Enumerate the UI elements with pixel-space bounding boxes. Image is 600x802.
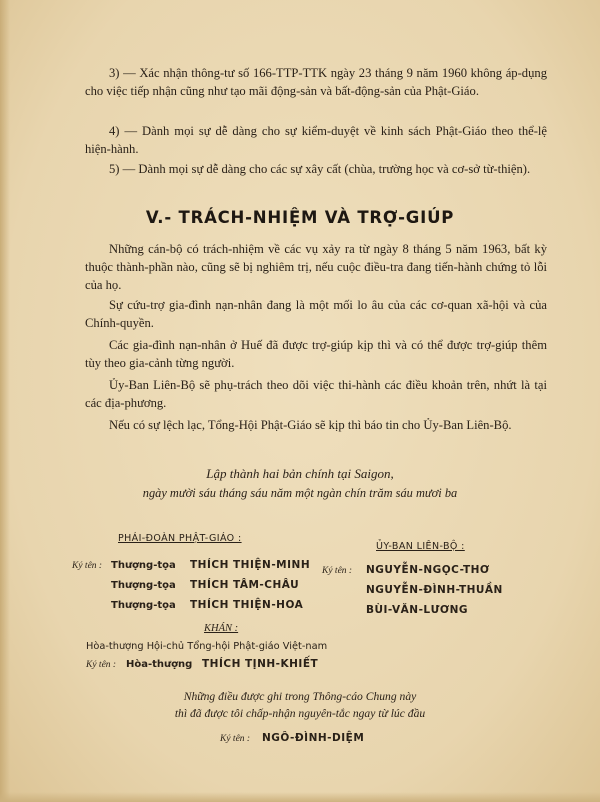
- rank-label: Hòa-thượng: [126, 659, 193, 670]
- signed-label: Ký tên :: [72, 561, 103, 571]
- patriarch-name: THÍCH TỊNH-KHIẾT: [202, 658, 319, 670]
- signed-label: Ký tên :: [220, 734, 251, 744]
- khan-title: Hòa-thượng Hội-chủ Tổng-hội Phật-giáo Việt-nam: [86, 641, 328, 652]
- item-5: 5) — Dành mọi sự dễ dàng cho các sự xây cất (chùa, trường học và cơ-sở từ-thiện).: [109, 162, 531, 176]
- delegate-name: THÍCH THIỆN-HOA: [190, 599, 304, 611]
- signed-label: Ký tên :: [86, 660, 117, 670]
- rank-label: Thượng-tọa: [111, 560, 176, 571]
- item-4: 4) — Dành mọi sự dễ dàng cho sự kiểm-duyệt về kinh sách Phật-Giáo theo thể-lệ hiện-hành.: [85, 124, 547, 156]
- delegate-name: THÍCH TÂM-CHÂU: [190, 579, 300, 591]
- section-paragraph: Ủy-Ban Liên-Bộ sẽ phụ-trách theo dõi việc thi-hành các điều khoản trên, nhứt là tại các địa-phương.: [85, 378, 547, 410]
- item-3: 3) — Xác nhận thông-tư số 166-TTP-TTK ngày 23 tháng 9 năm 1960 không áp-dụng cho việc tiếp nhận cũng như tạo mãi động-sản và bất-động-sản của Phật-Giáo.: [85, 66, 547, 98]
- committee-member-name: NGUYỄN-ĐÌNH-THUẦN: [366, 584, 503, 596]
- approval-line: Những điều được ghi trong Thông-cáo Chung này: [183, 690, 417, 703]
- section-paragraph: Các gia-đình nạn-nhân ở Huế đã được trợ-giúp kịp thì và có thể được trợ-giúp thêm tùy theo gia-cảnh từng người.: [85, 338, 547, 370]
- president-name: NGÔ-ĐÌNH-DIỆM: [262, 732, 365, 744]
- committee-member-name: BÙI-VĂN-LƯƠNG: [366, 604, 468, 616]
- delegate-name: THÍCH THIỆN-MINH: [190, 559, 311, 571]
- buddhist-delegation-label: PHÁI-ĐOÀN PHẬT-GIÁO :: [118, 533, 242, 544]
- section-heading: V.- TRÁCH-NHIỆM VÀ TRỢ-GIÚP: [145, 208, 455, 227]
- signing-place: Lập thành hai bản chính tại Saigon,: [206, 466, 394, 481]
- khan-label: KHÁN :: [204, 623, 239, 634]
- signed-label: Ký tên :: [322, 566, 353, 576]
- rank-label: Thượng-tọa: [111, 600, 176, 611]
- page-bottom-shadow: [0, 792, 600, 802]
- rank-label: Thượng-tọa: [111, 580, 176, 591]
- section-paragraph: Nếu có sự lệch lạc, Tổng-Hội Phật-Giáo sẽ kịp thì báo tin cho Ủy-Ban Liên-Bộ.: [109, 418, 512, 432]
- page-edge-shadow: [0, 0, 10, 802]
- signing-date: ngày mười sáu tháng sáu năm một ngàn chín trăm sáu mươi ba: [142, 486, 458, 500]
- section-paragraph: Sự cứu-trợ gia-đình nạn-nhân đang là một mối lo âu của các cơ-quan xã-hội và của Chính-quyền.: [85, 298, 547, 330]
- committee-label: ỦY-BAN LIÊN-BỘ :: [376, 541, 465, 552]
- section-paragraph: Những cán-bộ có trách-nhiệm về các vụ xảy ra từ ngày 8 tháng 5 năm 1963, bất kỳ thuộc thành-phần nào, cũng sẽ bị nghiêm trị, nếu cuộc điều-tra đang tiến-hành chứng tỏ lỗi của họ.: [85, 242, 547, 292]
- approval-line: thì đã được tôi chấp-nhận nguyên-tắc ngay từ lúc đầu: [174, 707, 426, 720]
- committee-member-name: NGUYỄN-NGỌC-THƠ: [366, 564, 490, 576]
